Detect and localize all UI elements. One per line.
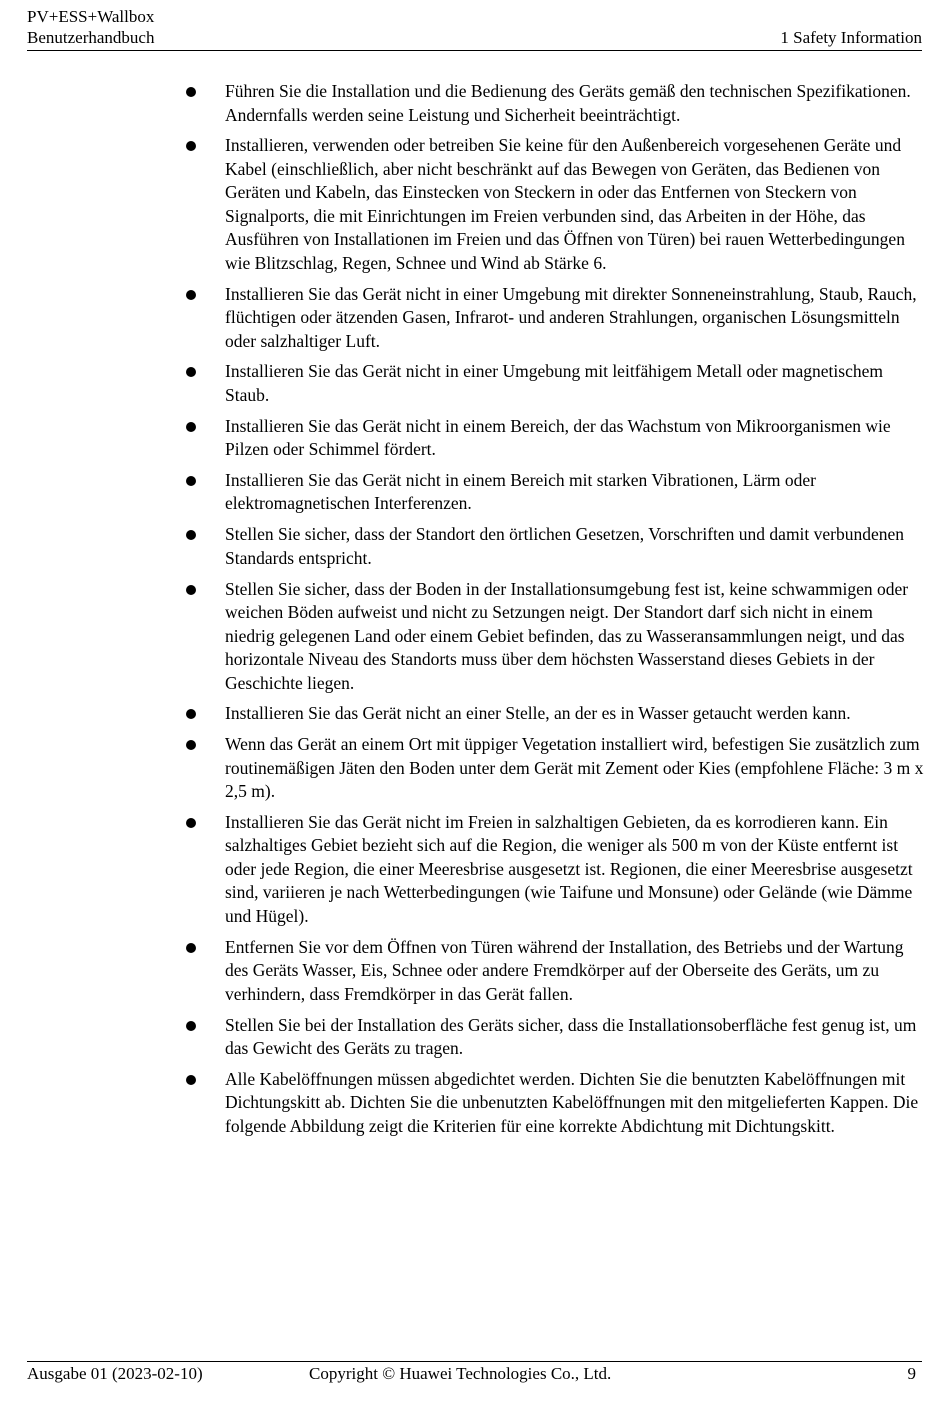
list-item-text: Installieren, verwenden oder betreiben Sie keine für den Außenbereich vorgesehenen Geräte und Kabel (einschließlich, aber nicht beschränkt auf das Bewegen von Geräten, das Bedienen von Geräten und Kabeln, das Einstecken von Steckern in oder das Entfernen von Steckern von Signalports, die mit Einrichtungen im Freien verbunden sind, das Arbeiten in der Höhe, das Ausführen von Installationen im Freien und das Öffnen von Türen) bei rauen Wetterbedingungen wie Blitzschlag, Regen, Schnee und Wind ab Stärke 6. [225, 135, 905, 273]
list-item-text: Stellen Sie sicher, dass der Boden in der Installationsumgebung fest ist, keine schwammigen oder weichen Böden aufweist und nicht zu Setzungen neigt. Der Standort darf sich nicht in einem niedrig gelegenen Land oder einem Gebiet befinden, das zu Wasseransammlungen neigt, und das horizontale Niveau des Standorts muss über dem höchsten Wasserstand dieses Gebiets in der Geschichte liegen. [225, 578, 909, 693]
bullet-icon [186, 818, 196, 828]
list-item-text: Installieren Sie das Gerät nicht in einer Umgebung mit direkter Sonneneinstrahlung, Staub, Rauch, flüchtigen oder ätzenden Gasen, Infrarot- und anderen Strahlungen, organischen Lösungsmitteln oder salzhaltiger Luft. [225, 283, 917, 351]
bullet-icon [186, 740, 196, 750]
page-number: 9 [907, 1364, 916, 1383]
bullet-icon [186, 422, 196, 432]
list-item-text: Stellen Sie sicher, dass der Standort den örtlichen Gesetzen, Vorschriften und damit verbundenen Standards entspricht. [225, 524, 905, 568]
list-item-text: Installieren Sie das Gerät nicht in einem Bereich, der das Wachstum von Mikroorganismen wie Pilzen oder Schimmel fördert. [225, 415, 891, 460]
list-item-text: Führen Sie die Installation und die Bedienung des Geräts gemäß den technischen Spezifikationen. Andernfalls werden seine Leistung und Sicherheit beeinträchtigt. [225, 81, 911, 125]
list-item [184, 80, 924, 127]
footer-copyright: Copyright © Huawei Technologies Co., Ltd. [309, 1364, 612, 1383]
list-item [184, 1068, 924, 1139]
header-section-title: 1 Safety Information [780, 28, 922, 47]
bullet-icon [186, 709, 196, 719]
bullet-icon [186, 367, 196, 377]
list-item-text: Installieren Sie das Gerät nicht in einem Bereich mit starken Vibrationen, Lärm oder elektromagnetischen Interferenzen. [225, 469, 817, 514]
bullet-icon [186, 141, 196, 151]
list-item [184, 360, 924, 407]
bullet-icon [186, 1075, 196, 1085]
bullet-icon [186, 87, 196, 97]
list-item [184, 283, 924, 354]
list-item-text: Installieren Sie das Gerät nicht in einer Umgebung mit leitfähigem Metall oder magnetischem Staub. [225, 361, 883, 405]
list-item [184, 523, 924, 570]
safety-bullet-list [184, 80, 924, 1138]
bullet-icon [186, 585, 196, 595]
bullet-icon [186, 530, 196, 540]
list-item-text: Stellen Sie bei der Installation des Geräts sicher, dass die Installationsoberfläche fest genug ist, um das Gewicht des Geräts zu tragen. [225, 1014, 917, 1059]
list-item-text: Entfernen Sie vor dem Öffnen von Türen während der Installation, des Betriebs und der Wartung des Geräts Wasser, Eis, Schnee oder andere Fremdkörper auf der Oberseite des Geräts, um zu verhindern, dass Fremdkörper in das Gerät fallen. [225, 936, 904, 1004]
page-content [184, 80, 924, 1146]
list-item [184, 415, 924, 462]
list-item [184, 936, 924, 1007]
list-item-text: Wenn das Gerät an einem Ort mit üppiger Vegetation installiert wird, befestigen Sie zusätzlich zum routinemäßigen Jäten den Boden unter dem Gerät mit Zement oder Kies (empfohlene Fläche: 3 m x 2,5 m). [225, 734, 924, 802]
bullet-icon [186, 1021, 196, 1031]
footer-issue: Ausgabe 01 (2023-02-10) [27, 1364, 203, 1383]
bullet-icon [186, 943, 196, 953]
list-item [184, 469, 924, 516]
list-item [184, 1014, 924, 1061]
header-left [27, 6, 154, 48]
list-item-text: Alle Kabelöffnungen müssen abgedichtet werden. Dichten Sie die benutzten Kabelöffnungen mit Dichtungskitt ab. Dichten Sie die unbenutzten Kabelöffnungen mit den mitgelieferten Kappen. Die folgende Abbildung zeigt die Kriterien für eine korrekte Abdichtung mit Dichtungskitt. [225, 1068, 919, 1136]
list-item-text: Installieren Sie das Gerät nicht im Freien in salzhaltigen Gebieten, da es korrodieren kann. Ein salzhaltiges Gebiet bezieht sich auf die Region, die weniger als 500 m von der Küste entfernt ist oder jede Region, die einer Meeresbrise ausgesetzt ist. Regionen, die einer Meeresbrise ausgesetzt sind, variieren je nach Wetterbedingungen (wie Taifune und Monsune) oder Gelände (wie Dämme und Hügel). [225, 811, 913, 926]
page-footer [27, 1361, 922, 1387]
list-item-text: Installieren Sie das Gerät nicht an einer Stelle, an der es in Wasser getaucht werden kann. [225, 703, 851, 724]
header-manual-title: Benutzerhandbuch [27, 28, 155, 47]
list-item [184, 134, 924, 275]
list-item [184, 578, 924, 696]
bullet-icon [186, 290, 196, 300]
header-product-name: PV+ESS+Wallbox [27, 7, 155, 26]
list-item [184, 733, 924, 804]
bullet-icon [186, 476, 196, 486]
page-header [27, 6, 922, 51]
list-item [184, 811, 924, 929]
list-item [184, 702, 924, 726]
